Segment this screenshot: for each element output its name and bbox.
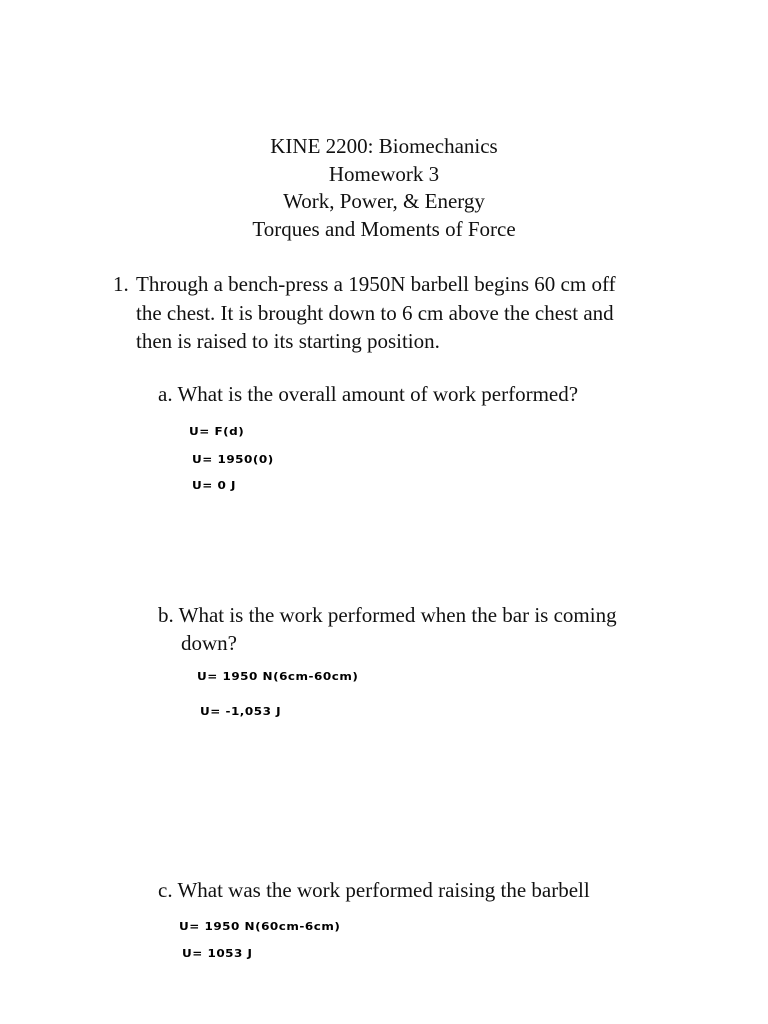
course-title: KINE 2200: Biomechanics bbox=[270, 134, 498, 158]
assignment-title: Homework 3 bbox=[328, 161, 440, 186]
part-a-answer-line: U= 0 J bbox=[192, 479, 236, 492]
part-b-prompt-line: b. What is the work performed when the bar is coming bbox=[158, 603, 617, 627]
question-1-line: then is raised to its starting position. bbox=[136, 329, 440, 353]
question-1-text bbox=[136, 270, 676, 356]
part-b-answer-line: U= -1,053 J bbox=[200, 705, 282, 718]
part-a-answer-line: U= 1950(0) bbox=[192, 453, 274, 466]
question-1-line: Through a bench-press a 1950N barbell begins 60 cm off bbox=[136, 272, 616, 296]
part-b-answer-line: U= 1950 N(6cm-60cm) bbox=[197, 670, 359, 683]
part-a-answer-line: U= F(d) bbox=[189, 425, 245, 438]
part-c-answer-line: U= 1950 N(60cm-6cm) bbox=[179, 920, 341, 933]
part-c-prompt: c. What was the work performed raising the barbell bbox=[158, 878, 590, 902]
part-a-prompt: a. What is the overall amount of work performed? bbox=[158, 382, 579, 406]
part-b-prompt-line: down? bbox=[181, 630, 237, 655]
topic-line-1: Work, Power, & Energy bbox=[283, 189, 485, 213]
question-1-line: the chest. It is brought down to 6 cm above the chest and bbox=[136, 300, 614, 325]
part-c-answer-line: U= 1053 J bbox=[182, 947, 253, 960]
document-header bbox=[0, 133, 768, 243]
part-b-prompt bbox=[158, 602, 617, 657]
topic-line-2: Torques and Moments of Force bbox=[252, 216, 516, 241]
question-1-number: 1. bbox=[113, 272, 129, 296]
